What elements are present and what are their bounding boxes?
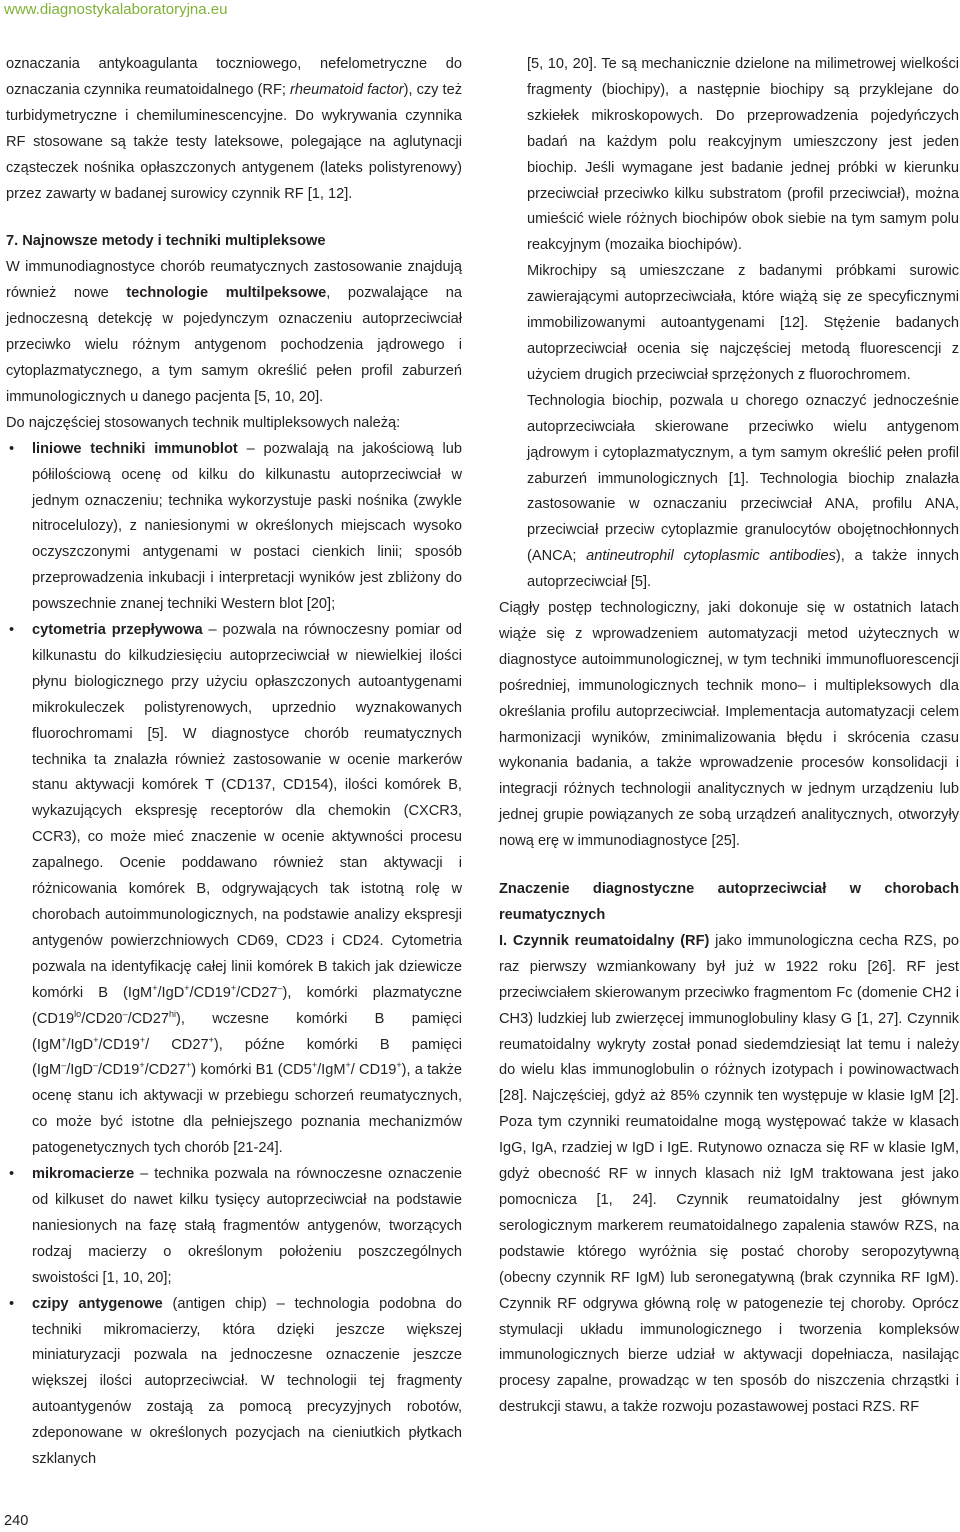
left-column	[6, 52, 462, 1473]
technique-list	[6, 437, 462, 1473]
paragraph-rf: I. Czynnik reumatoidalny (RF) jako immunologiczna cecha RZS, po raz pierwszy wzmiankowany był już w 1922 roku [26]. RF jest przeciwciałem skierowanym przeciwko fragmentom Fc (domenie CH2 i CH3) ludzkiej lub zwierzęcej immunoglobuliny klasy G [1, 27]. Czynnik reumatoidalny wykryty został ponad siedemdziesiąt lat temu i należy do wielu klas immunoglobulin o różnych izotypach i powinowactwach [28]. Najczęściej, gdyż aż 85% czynnik ten występuje w klasie IgM [2]. Poza tym czynniki reumatoidalne mogą występować także w klasach IgG, IgA, rzadziej w IgD i IgE. Rutynowo oznacza się RF w klasie IgM, gdyż obecność RF w innych klasach niż IgM traktowana jest jako pomocnicza [1, 24]. Czynnik reumatoidalny jest głównym serologicznym markerem reumatoidalnego zapalenia stawów RZS, na podstawie którego wyróżnia się postać choroby seropozytywną (obecny czynnik RF IgM) lub seronegatywną (brak czynnika RF IgM). Czynnik RF odgrywa główną rolę w patogenezie tej choroby. Oprócz stymulacji układu immunologicznego i tworzenia kompleksów immunologicznych bierze udział w aktywacji dopełniacza, nasilając procesy zapalne, prowadząc w ten sposób do niszczenia chrząstki i destrukcji stawu, a także rozwoju pozastawowej postaci RZS. RF	[499, 932, 959, 1416]
journal-url: www.diagnostykalaboratoryjna.eu	[4, 1, 228, 18]
right-column	[499, 52, 959, 1421]
paragraph-list-intro: Do najczęściej stosowanych technik multipleksowych należą:	[6, 414, 401, 431]
paragraph-microchip: Mikrochipy są umieszczane z badanymi próbkami surowic zawierającymi autoprzeciwciała, które wiążą się ze specyficznymi immobilizowanymi autoantygenami [12]. Stężenie badanych autoprzeciwciał ocenia się najczęściej metodą fluorescencji z użyciem drugich przeciwciał sprzężonych z fluorochromem.	[527, 263, 959, 383]
paragraph-biochip: [5, 10, 20]. Te są mechanicznie dzielone na milimetrowej wielkości fragmenty (biochipy), a następnie biochipy są przyklejane do szkiełek mikroskopowych. Do przeprowadzenia pojedyńczych badań na każdym polu reakcyjnym umieszczony jest jeden biochip. Jeśli wymagane jest badanie jednej próbki w kierunku przeciwciał przeciwko kilku substratom (profil przeciwciał), można umieścić wiele różnych biochipów obok siebie na tym samym polu reakcyjnym (mozaika biochipów).	[527, 56, 959, 254]
list-item: • liniowe techniki immunoblot – pozwalają na jakościową lub półilościową ocenę od kilku do kilkunastu autoprzeciwciał w jednym oznaczeniu; technika wykorzystuje paski nośnika (zwykle nitrocelulozy), z naniesionymi w określonych miejscach wysoko oczyszczonymi antygenami w postaci cienkich linii; sposób przeprowadzenia inkubacji i interpretacji wyników jest zbliżony do powszechnie znanej techniki Western blot [20];	[6, 437, 462, 618]
paragraph-multiplex: W immunodiagnostyce chorób reumatycznych zastosowanie znajdują również nowe technologie multilpeksowe, pozwalające na jednoczesną detekcję w pojedynczym oznaczeniu autoprzeciwciał przeciwko wielu różnym antygenom pochodzenia jądrowego i cytoplazmatycznego, a tym samym określić pełen profil zaburzeń immunologicznych u danego pacjenta [5, 10, 20].	[6, 259, 462, 405]
section-heading-diagnostic: Znaczenie diagnostyczne autoprzeciwciał w chorobach reumatycznych	[499, 881, 959, 923]
list-item: • mikromacierze – technika pozwala na równoczesne oznaczenie od kilkuset do nawet kilku tysięcy autoprzeciwciał na podstawie naniesionych na fazę stałą fragmentów antygenów, tworzących rodzaj macierzy o określonym położeniu poszczególnych swoistości [1, 10, 20];	[6, 1162, 462, 1292]
paragraph-intro: oznaczania antykoagulanta toczniowego, nefelometryczne do oznaczania czynnika reumatoidalnego (RF; rheumatoid factor), czy też turbidymetryczne i chemiluminescencyjne. Do wykrywania czynnika RF stosowane są także testy lateksowe, polegające na aglutynacji cząsteczek nośnika opłaszczonych antygenem (lateks polistyrenowy) przez zawarty w badanej surowicy czynnik RF [1, 12].	[6, 56, 462, 202]
section-heading-7: 7. Najnowsze metody i techniki multipleksowe	[6, 233, 326, 250]
list-item: • czipy antygenowe (antigen chip) – technologia podobna do techniki mikromacierzy, która dzięki jeszcze większej miniaturyzacji pozwala na jednoczesne oznaczenie jeszcze większej ilości autoprzeciwciał. W technologii tej fragmenty autoantygenów zostają za pomocą precyzyjnych robotów, zdeponowane w określonych pozycjach na cieniutkich płytkach szklanych	[6, 1292, 462, 1473]
page-number: 240	[4, 1513, 29, 1529]
list-continuation	[499, 52, 959, 596]
paragraph-biochip-tech: Technologia biochip, pozwala u chorego oznaczyć jednocześnie autoprzeciwciała skierowane przeciwko wielu antygenom jądrowym i cytoplazmatycznym, a tym samym określić pełen profil zaburzeń immunologicznych [1]. Technologia biochip znalazła zastosowanie w oznaczaniu przeciwciał ANA, profilu ANA, przeciwciał przeciw cytoplazmie granulocytów obojętnochłonnych (ANCA; antineutrophil cytoplasmic antibodies), a także innych autoprzeciwciał [5].	[527, 392, 960, 591]
paragraph-automation: Ciągły postęp technologiczny, jaki dokonuje się w ostatnich latach wiąże się z wprowadzeniem automatyzacji metod użytecznych w diagnostyce autoimmunologicznej, w tym techniki immunofluorescencji pośredniej, immunologicznych technik mono– i multipleksowych dla określania profilu autoprzeciwciał. Implementacja automatyzacji celem harmonizacji wyników, zminimalizowania błędu i skrócenia czasu wykonania badania, a także wprowadzenie procesów konsolidacji i integracji różnych technologii analitycznych w jednym urządzeniu lub jednej grupie powiązanych ze sobą urządzeń analitycznych, otworzyły nową erę w immunodiagnostyce [25].	[499, 600, 959, 850]
list-item: • cytometria przepływowa – pozwala na równoczesny pomiar od kilkunastu do kilkudziesięciu autoprzeciwciał w niewielkiej ilości płynu biologicznego przy użyciu opłaszczonych autoantygenami mikrokuleczek polistyrenowych, uprzednio wyznakowanych fluorochromami [5]. W diagnostyce chorób reumatycznych technika ta znalazła również zastosowanie w ocenie markerów stanu aktywacji komórek T (CD137, CD154), ilości komórek B, wykazujących ekspresję receptorów dla chemokin (CXCR3, CCR3), co może mieć znaczenie w ocenie aktywności procesu zapalnego. Ocenie poddawano również stan aktywacji i różnicowania komórek B, odgrywających tak istotną rolę w chorobach autoimmunologicznych, na podstawie analizy ekspresji antygenów powierzchniowych CD69, CD23 i CD24. Cytometria pozwala na identyfikację całej linii komórek B takich jak dziewicze komórki B (IgM+/IgD+/CD19+/CD27–), komórki plazmatyczne $(CD19^{lo}/CD20^-/CD27^{hi})$, wczesne komórki B pamięci (IgM+/IgD+/CD19+/ CD27+), późne komórki B pamięci (IgM–/IgD–/CD19+/CD27+) komórki B1 (CD5+/IgM+/ CD19+), a także ocenę stanu ich aktywacji w przebiegu schorzeń reumatycznych, co może być istotne dla pełniejszego poznania mechanizmów patogenetycznych tych chorób [21-24].	[6, 618, 462, 1162]
